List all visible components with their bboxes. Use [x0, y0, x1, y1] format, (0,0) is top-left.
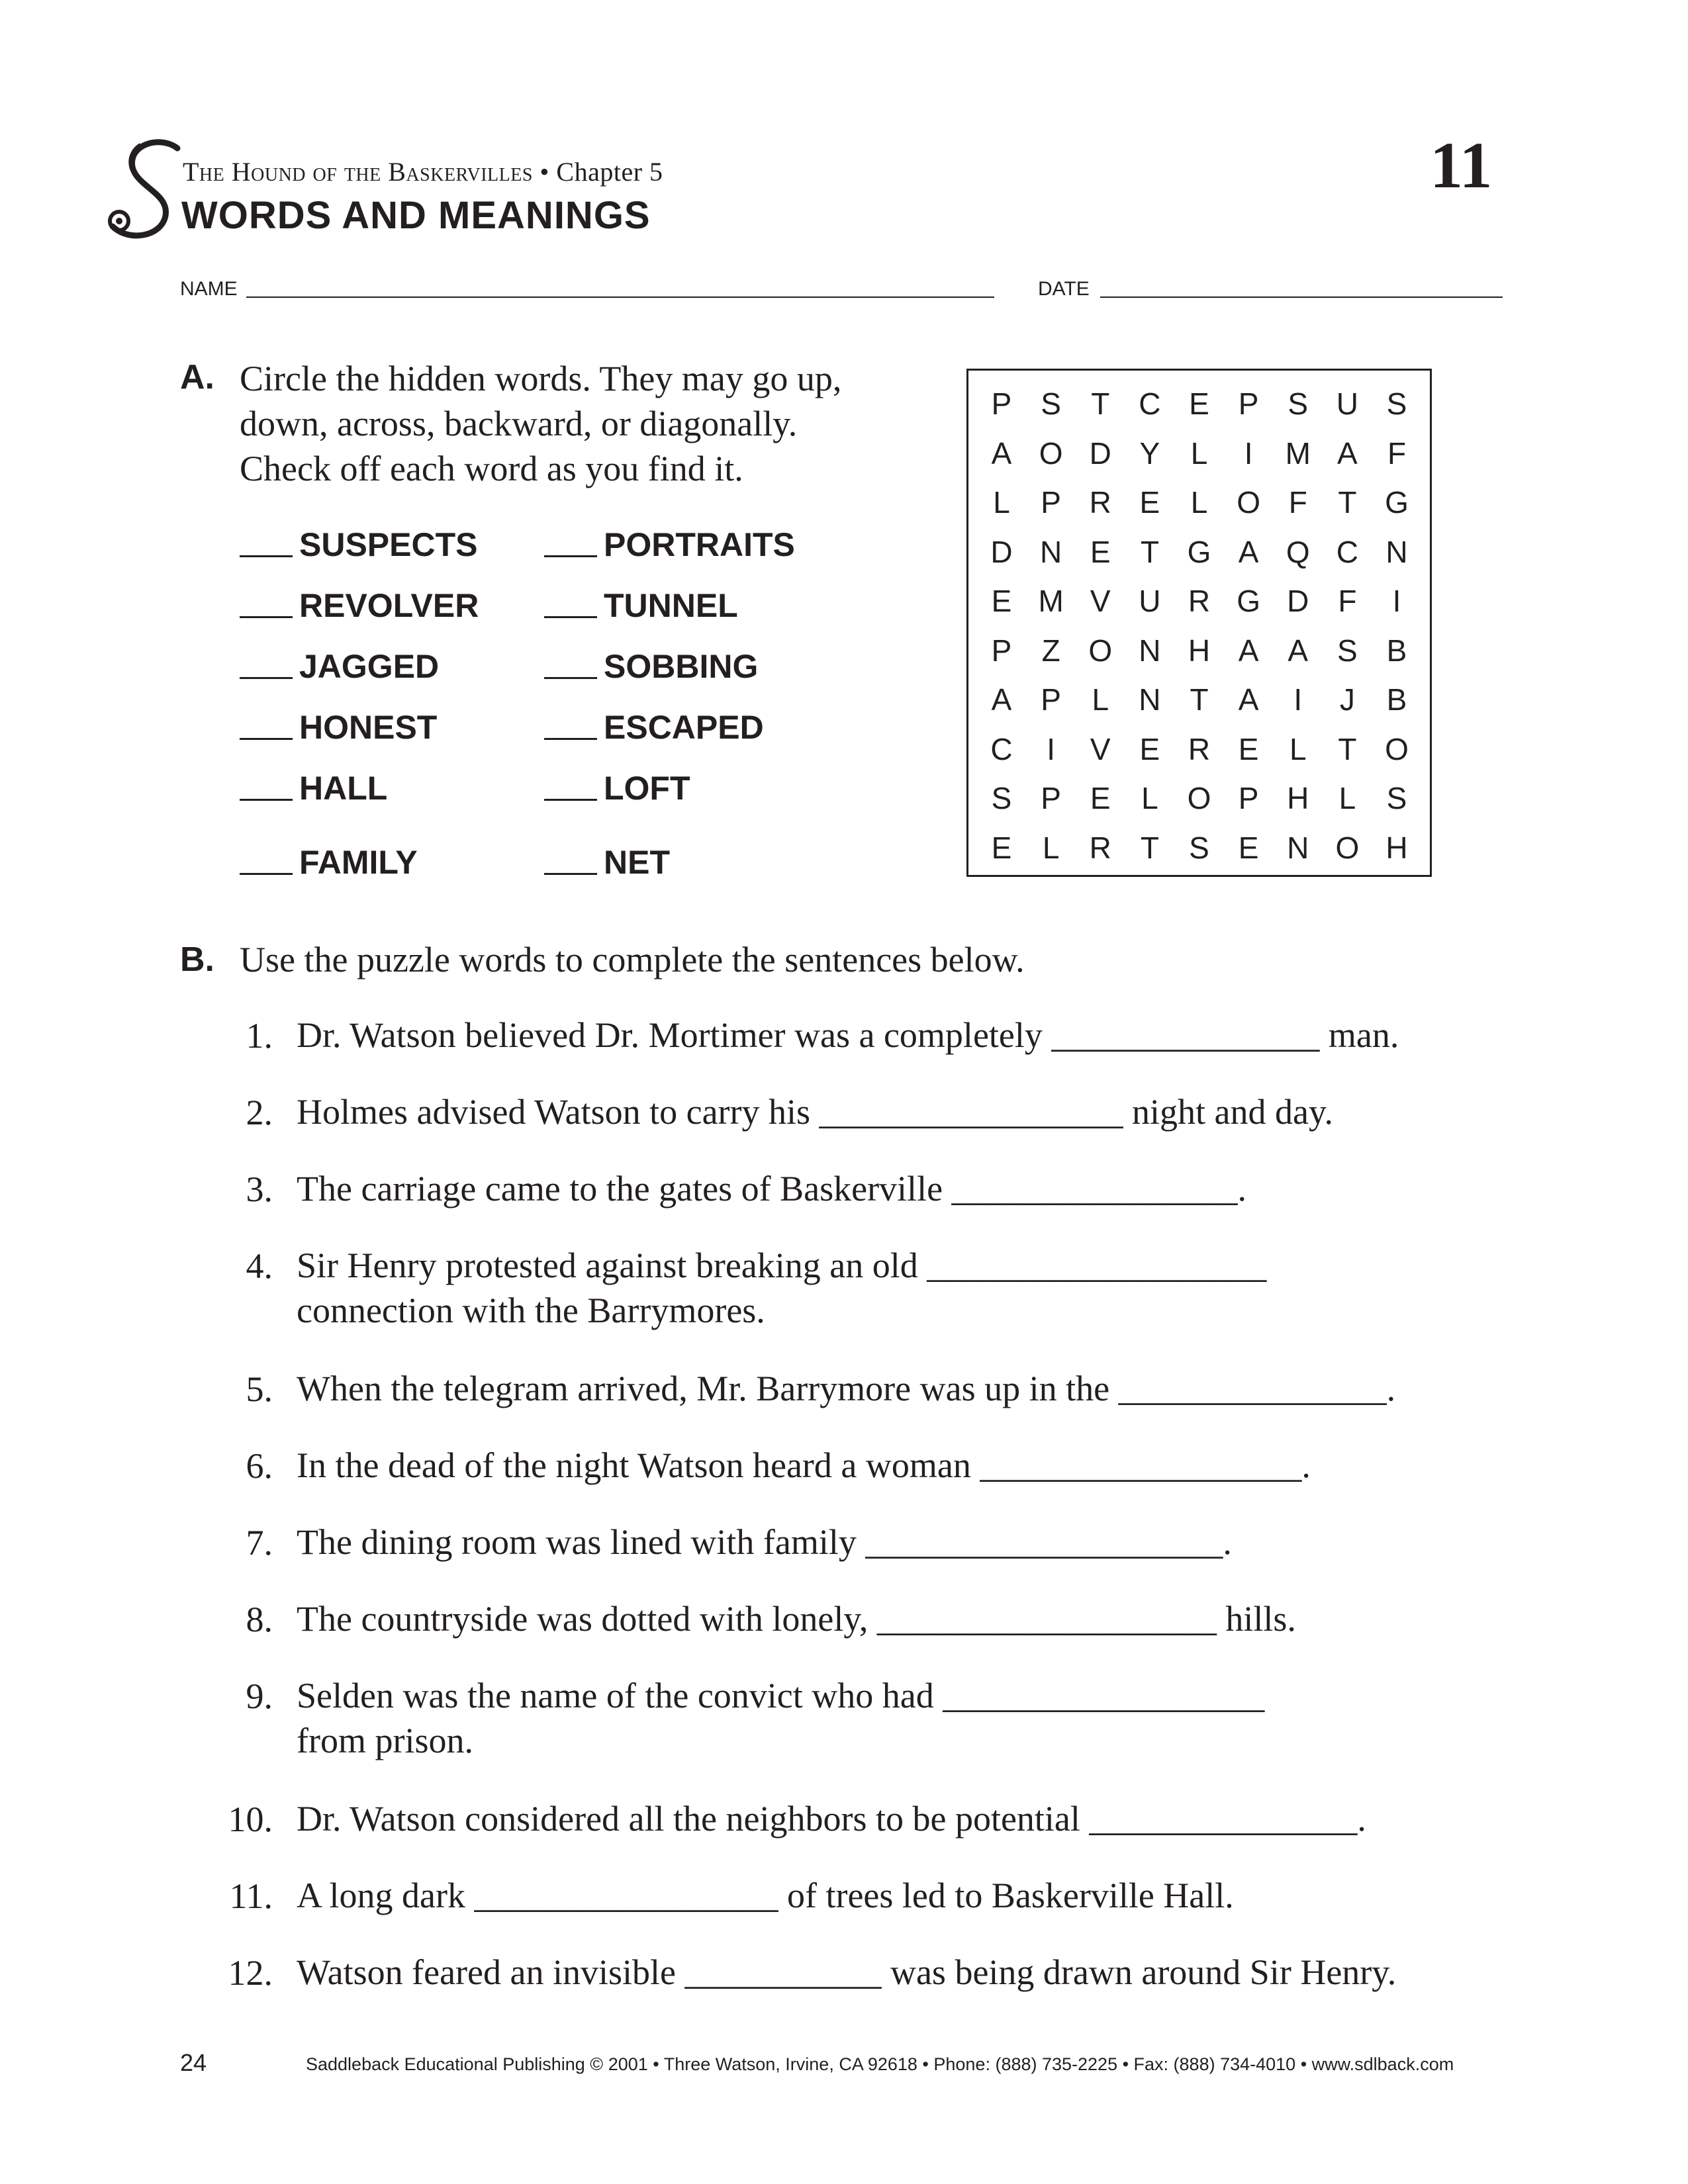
- word-item: [240, 647, 439, 686]
- word-label: JAGGED: [299, 648, 440, 685]
- grid-cell[interactable]: V: [1090, 731, 1111, 766]
- grid-cell[interactable]: P: [991, 633, 1012, 668]
- series-title: [183, 156, 663, 187]
- sentence-line: Sir Henry protested against breaking an old ___________________: [297, 1246, 1267, 1285]
- grid-cell[interactable]: R: [1188, 731, 1211, 766]
- sentence-text: [297, 1950, 1396, 1995]
- word-label: ESCAPED: [604, 709, 764, 746]
- sentence-text: [297, 1166, 1246, 1211]
- footer-credit: Saddleback Educational Publishing © 2001 • Three Watson, Irvine, CA 92618 • Phone: (888) 735-2225 • Fax: (888) 734-4010 • www.sdlback.com: [306, 2054, 1454, 2074]
- word-item: [544, 843, 670, 882]
- grid-cell[interactable]: D: [990, 534, 1013, 569]
- grid-cell[interactable]: T: [1190, 682, 1209, 717]
- section-b-instructions: Use the puzzle words to complete the sentences below.: [240, 940, 1025, 979]
- checkbox-blank[interactable]: [240, 555, 293, 557]
- word-label: NET: [604, 844, 670, 881]
- grid-cell[interactable]: E: [1238, 830, 1259, 865]
- grid-cell[interactable]: D: [1287, 584, 1309, 618]
- instruction-line: down, across, backward, or diagonally.: [240, 404, 798, 443]
- grid-cell[interactable]: U: [1139, 584, 1161, 618]
- word-label: HALL: [299, 770, 388, 807]
- grid-cell[interactable]: O: [1187, 781, 1211, 815]
- grid-cell[interactable]: S: [1386, 781, 1407, 815]
- grid-cell[interactable]: G: [1237, 584, 1261, 618]
- checkbox-blank[interactable]: [544, 555, 597, 557]
- grid-row: [982, 729, 1417, 769]
- word-search-grid: [966, 369, 1432, 877]
- grid-cell[interactable]: N: [1287, 830, 1309, 865]
- sentence-line: The countryside was dotted with lonely, ___________________ hills.: [297, 1599, 1296, 1639]
- date-field[interactable]: [1100, 296, 1503, 298]
- grid-cell[interactable]: R: [1188, 584, 1211, 618]
- grid-row: [982, 532, 1417, 572]
- sentence-text: [297, 1089, 1333, 1134]
- grid-cell[interactable]: P: [1041, 485, 1061, 520]
- sentence-number: 10.: [228, 1799, 273, 1839]
- sentence-number: 6.: [246, 1446, 273, 1486]
- checkbox-blank[interactable]: [544, 677, 597, 679]
- grid-cell[interactable]: E: [1139, 485, 1160, 520]
- grid-cell[interactable]: I: [1244, 435, 1253, 471]
- sentence-line: Dr. Watson considered all the neighbors to be potential _______________.: [297, 1799, 1366, 1839]
- grid-cell[interactable]: L: [1190, 485, 1208, 520]
- grid-cell[interactable]: S: [991, 781, 1012, 815]
- checkbox-blank[interactable]: [240, 799, 293, 801]
- grid-cell[interactable]: P: [1041, 682, 1061, 717]
- grid-cell[interactable]: H: [1188, 633, 1211, 668]
- grid-cell[interactable]: N: [1139, 682, 1161, 717]
- grid-cell[interactable]: E: [1238, 731, 1259, 766]
- sentence-number: 4.: [246, 1246, 273, 1286]
- grid-cell[interactable]: B: [1386, 633, 1407, 668]
- grid-cell[interactable]: O: [1335, 830, 1360, 865]
- instruction-line: Check off each word as you find it.: [240, 449, 743, 488]
- word-label: REVOLVER: [299, 587, 479, 624]
- grid-cell[interactable]: A: [1238, 682, 1259, 717]
- grid-cell[interactable]: C: [1336, 534, 1358, 569]
- saddleback-logo-icon: [99, 139, 185, 245]
- name-label: NAME: [180, 278, 238, 300]
- grid-cell[interactable]: E: [991, 830, 1012, 865]
- grid-cell[interactable]: M: [1038, 584, 1064, 618]
- book-title: The Hound of the Baskervilles: [183, 157, 533, 187]
- name-field[interactable]: [246, 296, 994, 298]
- grid-cell[interactable]: I: [1047, 731, 1056, 766]
- grid-cell[interactable]: H: [1385, 830, 1408, 865]
- grid-cell[interactable]: A: [1238, 534, 1259, 569]
- footer-page-number: 24: [180, 2049, 207, 2076]
- grid-cell[interactable]: O: [1039, 435, 1063, 471]
- grid-row: [982, 778, 1417, 818]
- grid-cell[interactable]: A: [1238, 633, 1259, 668]
- section-a-instructions: [240, 356, 841, 491]
- grid-cell[interactable]: A: [991, 682, 1012, 717]
- grid-cell[interactable]: C: [990, 731, 1013, 766]
- grid-row: [982, 482, 1417, 522]
- sentence-text: [297, 1596, 1296, 1641]
- sentence-line: The dining room was lined with family ____________________.: [297, 1522, 1232, 1562]
- grid-cell[interactable]: L: [1092, 682, 1109, 717]
- grid-cell[interactable]: T: [1140, 830, 1159, 865]
- sentence-number: 8.: [246, 1600, 273, 1639]
- sentence-line: When the telegram arrived, Mr. Barrymore was up in the _______________.: [297, 1369, 1396, 1408]
- word-item: [240, 708, 437, 747]
- sentence-text: [297, 1673, 1264, 1763]
- grid-row: [982, 828, 1417, 868]
- grid-cell[interactable]: L: [1042, 830, 1060, 865]
- grid-cell[interactable]: S: [1041, 387, 1061, 421]
- word-item: [544, 647, 758, 686]
- grid-cell[interactable]: P: [1238, 781, 1259, 815]
- checkbox-blank[interactable]: [240, 616, 293, 618]
- grid-cell[interactable]: A: [991, 435, 1012, 471]
- grid-cell[interactable]: C: [1139, 387, 1161, 421]
- word-label: SOBBING: [604, 648, 759, 685]
- grid-cell[interactable]: F: [1387, 435, 1407, 471]
- sentence-line: In the dead of the night Watson heard a woman __________________.: [297, 1445, 1311, 1485]
- sentence-text: [297, 1520, 1232, 1565]
- sentence-number: 1.: [246, 1016, 273, 1056]
- word-label: FAMILY: [299, 844, 418, 881]
- grid-cell[interactable]: A: [1337, 435, 1358, 471]
- word-item: [240, 769, 387, 807]
- checkbox-blank[interactable]: [240, 738, 293, 740]
- grid-cell[interactable]: T: [1140, 534, 1159, 569]
- grid-cell[interactable]: E: [1090, 781, 1111, 815]
- word-label: TUNNEL: [604, 587, 738, 624]
- sentence-text: [297, 1873, 1234, 1918]
- grid-cell[interactable]: U: [1336, 387, 1358, 421]
- worksheet-number: 11: [1430, 128, 1493, 202]
- instruction-line: Circle the hidden words. They may go up,: [240, 359, 842, 398]
- grid-cell[interactable]: A: [1288, 633, 1309, 668]
- sentence-line: Selden was the name of the convict who had __________________: [297, 1676, 1265, 1715]
- grid-cell[interactable]: F: [1338, 584, 1357, 618]
- grid-cell[interactable]: S: [1288, 387, 1309, 421]
- word-label: HONEST: [299, 709, 438, 746]
- sentence-text: [297, 1443, 1311, 1488]
- checkbox-blank[interactable]: [544, 799, 597, 801]
- sentence-line: Dr. Watson believed Dr. Mortimer was a completely _______________ man.: [297, 1015, 1399, 1055]
- grid-cell[interactable]: O: [1088, 633, 1113, 668]
- checkbox-blank[interactable]: [240, 677, 293, 679]
- grid-cell[interactable]: L: [1190, 435, 1208, 471]
- grid-cell[interactable]: P: [1041, 781, 1061, 815]
- grid-cell[interactable]: I: [1293, 682, 1303, 717]
- title-separator: •: [539, 157, 549, 187]
- grid-cell[interactable]: Y: [1139, 435, 1160, 471]
- grid-cell[interactable]: O: [1237, 485, 1261, 520]
- grid-cell[interactable]: H: [1287, 781, 1309, 815]
- grid-cell[interactable]: E: [1090, 534, 1111, 569]
- grid-cell[interactable]: M: [1285, 435, 1311, 471]
- word-item: [544, 769, 690, 807]
- grid-cell[interactable]: S: [1386, 387, 1407, 421]
- grid-cell[interactable]: Z: [1041, 633, 1060, 668]
- word-item: [240, 843, 418, 882]
- section-b-letter: B.: [180, 940, 214, 979]
- grid-row: [982, 631, 1417, 670]
- sentence-text: [297, 1243, 1266, 1333]
- sentence-number: 12.: [228, 1953, 273, 1993]
- grid-cell[interactable]: N: [1040, 534, 1062, 569]
- word-item: [544, 525, 795, 564]
- grid-cell[interactable]: O: [1385, 731, 1409, 766]
- grid-cell[interactable]: P: [1238, 387, 1259, 421]
- worksheet-title: WORDS AND MEANINGS: [181, 194, 651, 237]
- grid-row: [982, 680, 1417, 719]
- grid-row: [982, 581, 1417, 621]
- grid-cell[interactable]: E: [991, 584, 1012, 618]
- chapter-label: Chapter 5: [556, 157, 663, 187]
- grid-cell[interactable]: L: [993, 485, 1010, 520]
- sentence-number: 3.: [246, 1169, 273, 1209]
- grid-cell[interactable]: J: [1339, 682, 1355, 717]
- grid-cell[interactable]: P: [991, 387, 1012, 421]
- sentence-line: Holmes advised Watson to carry his _________________ night and day.: [297, 1092, 1333, 1132]
- grid-cell[interactable]: E: [1189, 387, 1209, 421]
- grid-cell[interactable]: N: [1139, 633, 1161, 668]
- grid-row: [982, 433, 1417, 473]
- sentence-number: 11.: [229, 1876, 273, 1916]
- grid-cell[interactable]: G: [1385, 485, 1409, 520]
- grid-cell[interactable]: V: [1090, 584, 1111, 618]
- sentence-line: from prison.: [297, 1721, 473, 1760]
- sentence-line: The carriage came to the gates of Baskerville ________________.: [297, 1169, 1247, 1208]
- grid-cell[interactable]: S: [1189, 830, 1209, 865]
- checkbox-blank[interactable]: [240, 873, 293, 875]
- sentence-text: [297, 1796, 1366, 1841]
- grid-cell[interactable]: Q: [1286, 534, 1310, 569]
- checkbox-blank[interactable]: [544, 738, 597, 740]
- grid-cell[interactable]: G: [1187, 534, 1211, 569]
- word-item: [240, 525, 478, 564]
- grid-cell[interactable]: R: [1089, 485, 1111, 520]
- grid-cell[interactable]: R: [1089, 830, 1111, 865]
- word-label: LOFT: [604, 770, 690, 807]
- sentence-number: 7.: [246, 1523, 273, 1563]
- grid-cell[interactable]: L: [1141, 781, 1158, 815]
- word-label: SUSPECTS: [299, 526, 478, 563]
- grid-cell[interactable]: E: [1139, 731, 1160, 766]
- sentence-text: [297, 1013, 1399, 1058]
- grid-cell[interactable]: T: [1338, 731, 1357, 766]
- grid-row: [982, 384, 1417, 424]
- sentence-line: connection with the Barrymores.: [297, 1291, 765, 1330]
- word-item: [544, 708, 764, 747]
- grid-cell[interactable]: L: [1289, 731, 1307, 766]
- word-item: [240, 586, 479, 625]
- sentence-number: 9.: [246, 1676, 273, 1716]
- grid-cell[interactable]: I: [1392, 584, 1401, 618]
- grid-cell[interactable]: T: [1338, 485, 1357, 520]
- sentence-line: Watson feared an invisible ___________ was being drawn around Sir Henry.: [297, 1952, 1397, 1992]
- date-label: DATE: [1038, 278, 1090, 300]
- word-item: [544, 586, 738, 625]
- grid-cell[interactable]: T: [1091, 387, 1110, 421]
- grid-cell[interactable]: D: [1089, 435, 1111, 471]
- sentence-text: [297, 1366, 1395, 1411]
- sentence-line: A long dark _________________ of trees led to Baskerville Hall.: [297, 1876, 1234, 1915]
- checkbox-blank[interactable]: [544, 873, 597, 875]
- grid-cell[interactable]: L: [1338, 781, 1356, 815]
- word-label: PORTRAITS: [604, 526, 795, 563]
- grid-cell[interactable]: N: [1385, 534, 1408, 569]
- grid-cell[interactable]: S: [1337, 633, 1358, 668]
- sentence-number: 5.: [246, 1369, 273, 1409]
- section-a-letter: A.: [180, 358, 214, 396]
- grid-cell[interactable]: F: [1288, 485, 1307, 520]
- sentence-number: 2.: [246, 1093, 273, 1132]
- checkbox-blank[interactable]: [544, 616, 597, 618]
- grid-cell[interactable]: B: [1386, 682, 1407, 717]
